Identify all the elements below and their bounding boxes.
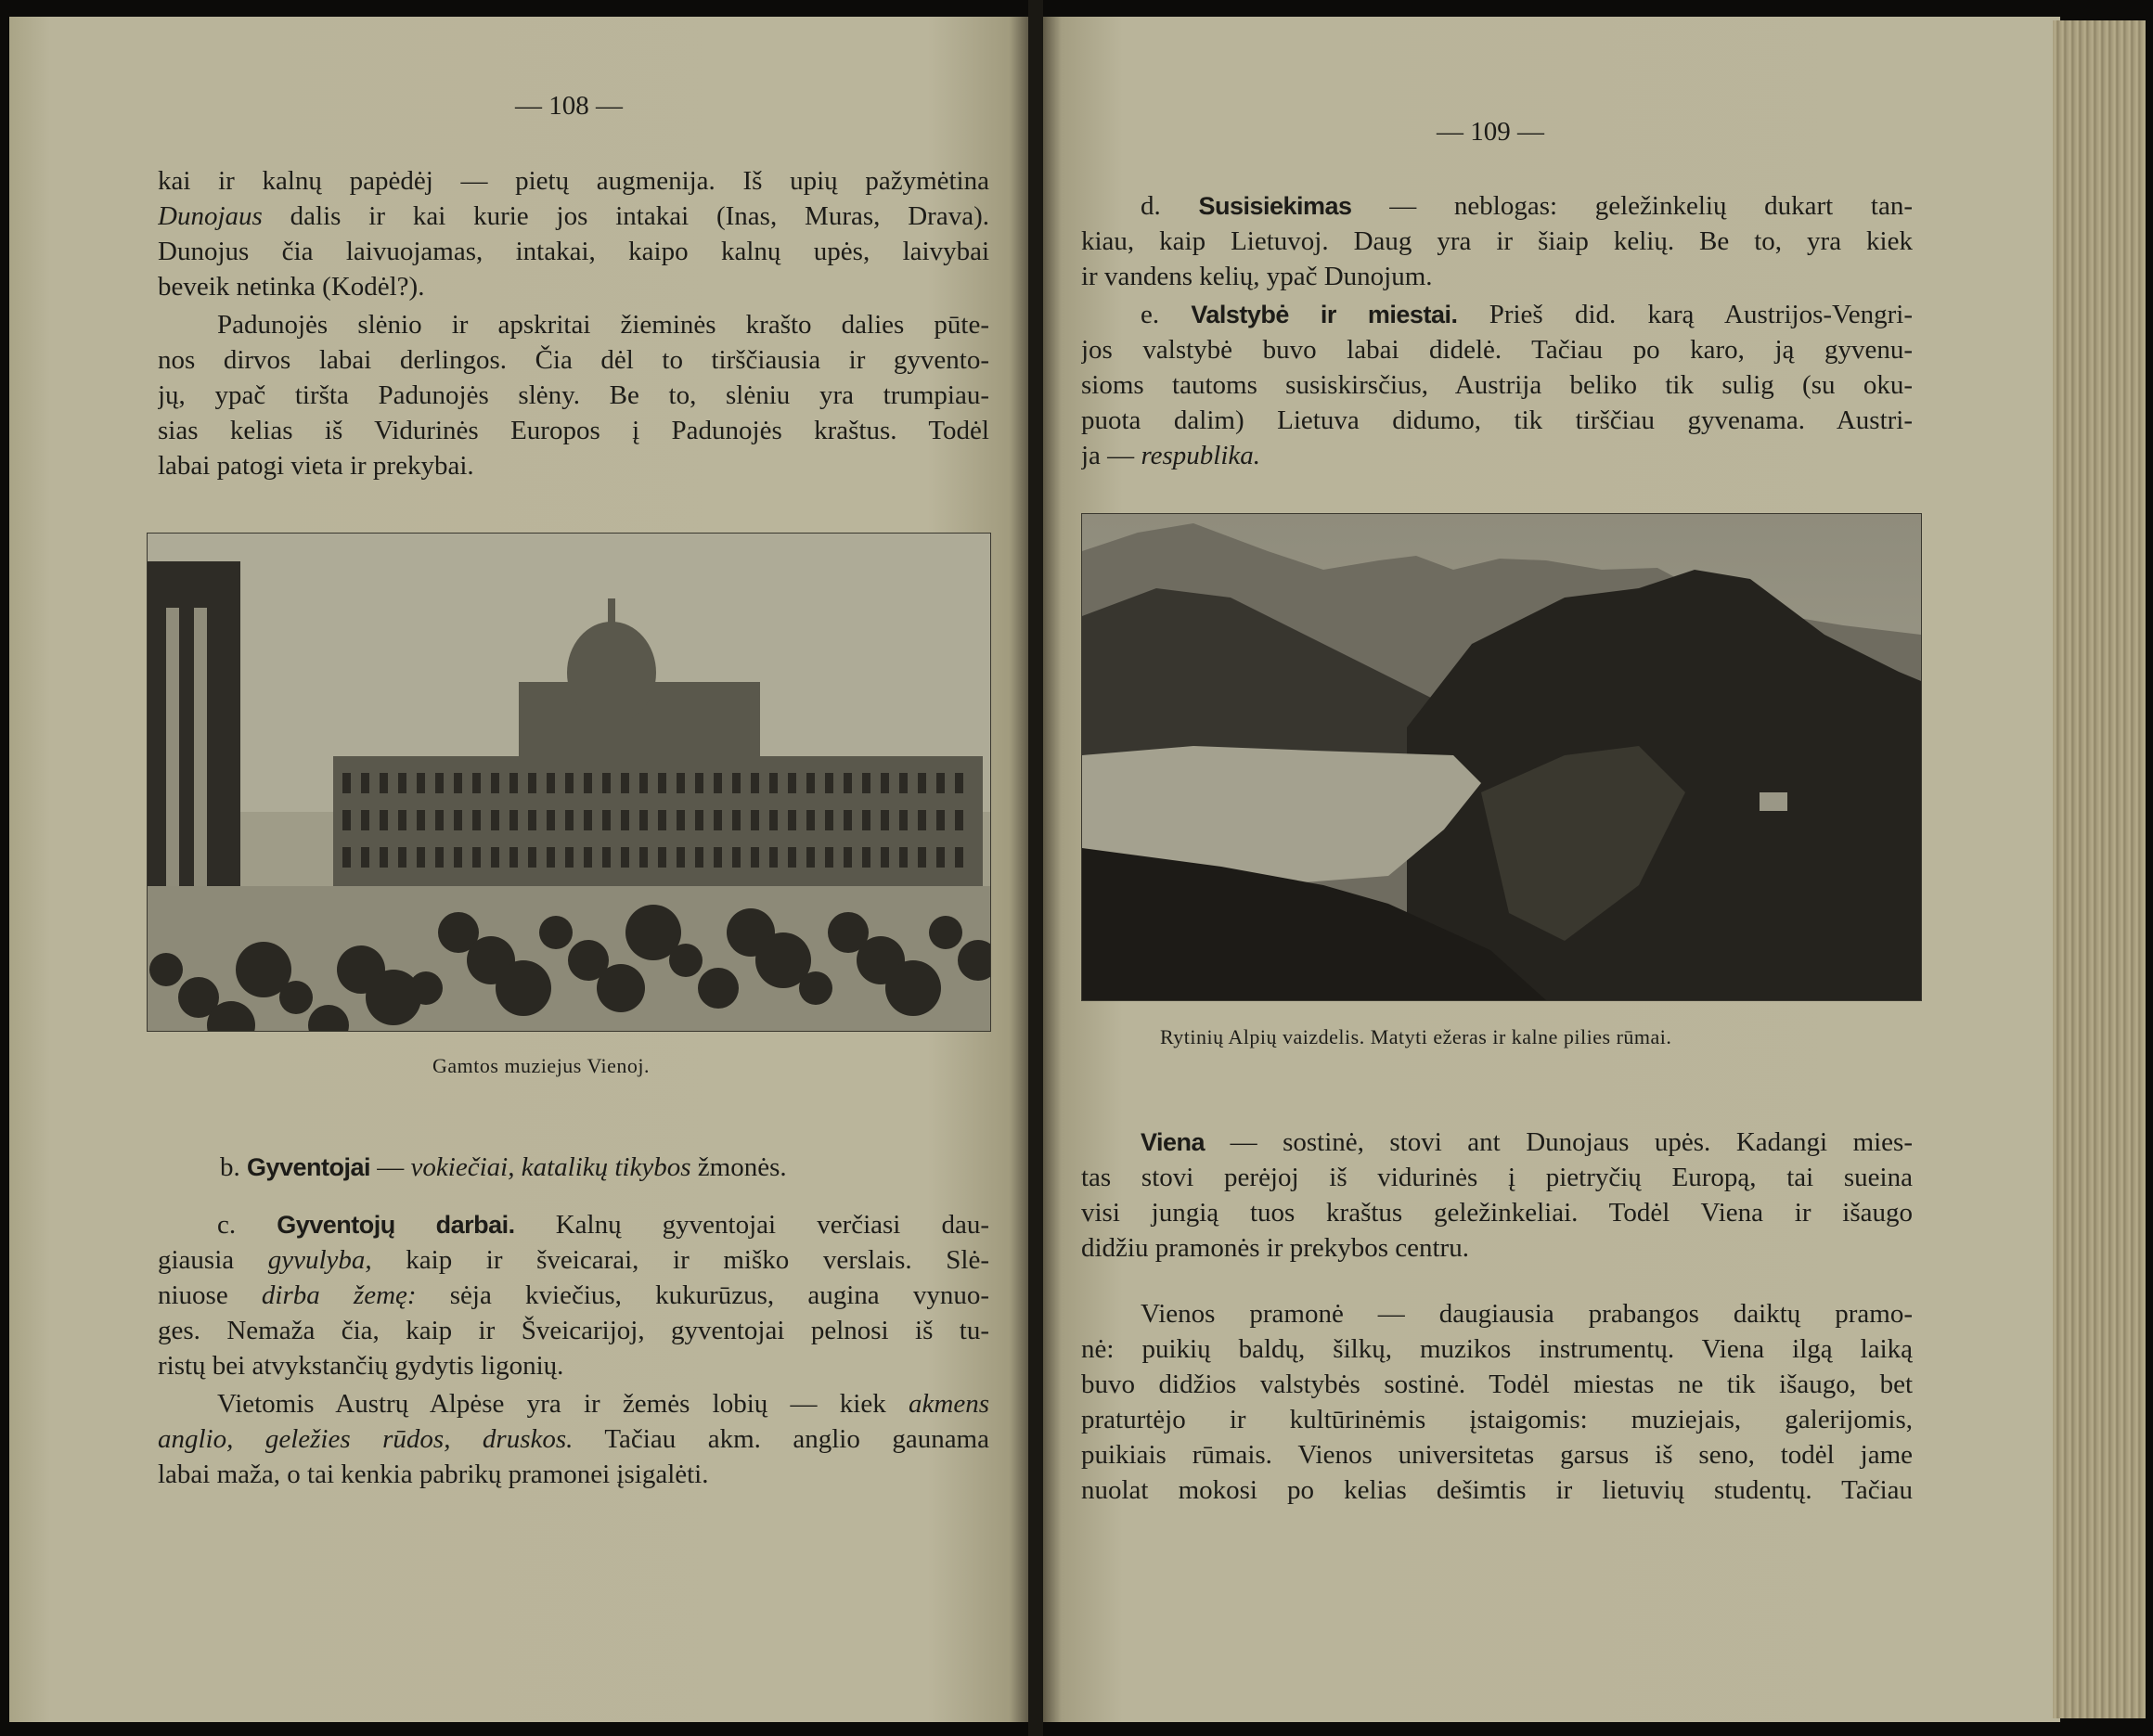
window-mark — [621, 810, 629, 830]
text-run: jų, ypač tiršta Padunojės slėny. Be to, slėniu yra trumpiau- — [158, 380, 989, 410]
tree-mark — [496, 960, 551, 1016]
window-mark — [342, 773, 351, 793]
tree-mark — [597, 964, 645, 1012]
bold-heading-run: Susisiekimas — [1198, 192, 1352, 220]
text-run: beveik netinka (Kodėl?). — [158, 272, 425, 302]
window-mark — [417, 773, 425, 793]
text-run: niuose — [158, 1280, 262, 1310]
text-run: labai maža, o tai kenkia pabrikų pramonei įsigalėti. — [158, 1460, 709, 1489]
window-mark — [361, 773, 369, 793]
italic-run: anglio, geležies rūdos, druskos. — [158, 1424, 574, 1454]
text-run: jos valstybė buvo labai didelė. Tačiau po karo, ją gyvenu- — [1081, 335, 1913, 365]
window-mark — [862, 773, 870, 793]
tree-mark — [149, 953, 183, 986]
text-line — [158, 234, 989, 269]
window-mark — [398, 773, 406, 793]
window-mark — [677, 773, 685, 793]
text-line — [1081, 1437, 1913, 1472]
text-line — [158, 163, 989, 199]
text-line — [1081, 259, 1913, 294]
section-c-paragraph — [158, 1207, 989, 1383]
window-mark — [806, 847, 815, 868]
window-mark — [491, 810, 499, 830]
text-line — [158, 1207, 989, 1242]
tree-mark — [799, 971, 832, 1005]
window-mark — [509, 810, 518, 830]
window-mark — [472, 810, 481, 830]
text-line — [158, 1242, 989, 1278]
text-run: Vienos pramonė — daugiausia prabangos daiktų pramo- — [1141, 1299, 1913, 1329]
text-run: — — [370, 1152, 411, 1182]
text-run: Dunojus čia laivuojamas, intakai, kaipo kalnų upės, laivybai — [158, 237, 989, 266]
text-line — [1081, 1296, 1913, 1331]
window-mark — [769, 810, 778, 830]
text-run: Prieš did. karą Austrijos-Vengri- — [1457, 300, 1913, 329]
text-run: nos dirvos labai derlingos. Čia dėl to tirščiausia ir gyvento- — [158, 345, 989, 375]
window-mark — [621, 773, 629, 793]
window-mark — [342, 847, 351, 868]
window-mark — [881, 847, 889, 868]
window-mark — [472, 773, 481, 793]
page-number-109: — 109 — — [1437, 117, 1544, 147]
text-run: e. — [1141, 300, 1192, 329]
text-run: tas stovi perėjoj iš vidurinės į pietryčių Europą, tai sueina — [1081, 1163, 1913, 1192]
italic-run: dirba žemę: — [261, 1280, 417, 1310]
window-mark — [788, 810, 796, 830]
window-mark — [491, 847, 499, 868]
window-mark — [454, 810, 462, 830]
window-mark — [695, 847, 703, 868]
window-mark — [695, 810, 703, 830]
text-line — [1081, 403, 1913, 438]
text-line — [158, 413, 989, 448]
window-mark — [881, 810, 889, 830]
window-mark — [899, 847, 908, 868]
window-mark — [435, 847, 444, 868]
text-line — [1081, 332, 1913, 367]
text-run: Kalnų gyventojai verčiasi dau- — [514, 1210, 989, 1240]
window-mark — [509, 847, 518, 868]
window-mark — [825, 810, 833, 830]
window-mark — [584, 810, 592, 830]
text-run: kiau, kaip Lietuvoj. Daug yra ir šiaip kelių. Be to, yra kiek — [1081, 226, 1913, 256]
text-line — [1081, 1160, 1913, 1195]
text-run: kaip ir šveicarai, ir miško verslais. Slė- — [371, 1245, 989, 1275]
text-line — [158, 1386, 989, 1421]
window-mark — [732, 810, 741, 830]
text-line — [158, 378, 989, 413]
text-run: sėja kviečius, kukurūzus, augina vynuo- — [416, 1280, 989, 1310]
window-mark — [751, 773, 759, 793]
text-run: nuolat mokosi po kelias dešimtis ir lietuvių studentų. Tačiau — [1081, 1475, 1913, 1505]
window-mark — [417, 810, 425, 830]
window-mark — [398, 847, 406, 868]
window-mark — [528, 773, 536, 793]
window-mark — [899, 773, 908, 793]
text-run: b. — [220, 1152, 247, 1182]
text-line — [158, 342, 989, 378]
paragraph — [158, 307, 989, 483]
window-mark — [417, 847, 425, 868]
window-mark — [565, 810, 574, 830]
window-mark — [862, 847, 870, 868]
text-run: Vietomis Austrų Alpėse yra ir žemės lobių — kiek — [217, 1389, 909, 1419]
window-mark — [528, 847, 536, 868]
window-mark — [918, 773, 926, 793]
window-mark — [825, 847, 833, 868]
window-mark — [491, 773, 499, 793]
text-run: didžiu pramonės ir prekybos centru. — [1081, 1233, 1469, 1263]
text-run: ir vandens kelių, ypač Dunojum. — [1081, 262, 1433, 291]
window-mark — [714, 773, 722, 793]
text-run: puota dalim) Lietuva didumo, tik tirščiau gyvenama. Austri- — [1081, 405, 1913, 435]
text-line — [1081, 297, 1913, 332]
tree-mark — [409, 971, 443, 1005]
text-run: — neblogas: geležinkelių dukart tan- — [1351, 191, 1913, 221]
window-mark — [658, 810, 666, 830]
italic-run: akmens — [909, 1389, 989, 1419]
text-run: sias kelias iš Vidurinės Europos į Padunojės kraštus. Todėl — [158, 416, 989, 445]
window-mark — [380, 773, 388, 793]
bold-heading-run: Valstybė ir miestai. — [1191, 301, 1458, 328]
italic-run: gyvulyba, — [267, 1245, 372, 1275]
window-mark — [955, 773, 963, 793]
window-mark — [936, 773, 945, 793]
museum-engraving-image — [147, 533, 991, 1032]
text-run: žmonės. — [690, 1152, 787, 1182]
text-line — [1081, 438, 1913, 473]
window-mark — [547, 773, 555, 793]
text-run: dalis ir kai kurie jos intakai (Inas, Muras, Drava). — [262, 201, 989, 231]
window-mark — [435, 773, 444, 793]
tree-mark — [885, 960, 941, 1016]
tree-mark — [539, 916, 573, 949]
window-mark — [342, 810, 351, 830]
window-mark — [454, 847, 462, 868]
text-line — [158, 307, 989, 342]
window-mark — [769, 773, 778, 793]
window-mark — [639, 773, 648, 793]
tree-mark — [929, 916, 962, 949]
window-mark — [825, 773, 833, 793]
window-mark — [732, 773, 741, 793]
window-mark — [547, 847, 555, 868]
text-run: labai patogi vieta ir prekybai. — [158, 451, 474, 481]
text-line — [158, 1421, 989, 1457]
tree-mark — [669, 944, 703, 977]
text-run: kai ir kalnų papėdėj — pietų augmenija. Iš upių pažymėtina — [158, 166, 989, 196]
italic-run: Dunojaus — [158, 201, 263, 231]
text-run: Tačiau akm. anglio gaunama — [573, 1424, 989, 1454]
paragraph — [158, 1386, 989, 1492]
window-mark — [955, 810, 963, 830]
window-mark — [380, 810, 388, 830]
window-mark — [547, 810, 555, 830]
text-line — [158, 269, 989, 304]
text-line — [1081, 188, 1913, 224]
text-line — [220, 1150, 981, 1185]
window-mark — [751, 810, 759, 830]
text-line — [158, 1457, 989, 1492]
window-mark — [472, 847, 481, 868]
text-run: ristų bei atvykstančių gydytis ligonių. — [158, 1351, 564, 1381]
figure-caption: Rytinių Alpių vaizdelis. Matyti ežeras ir kalne pilies rūmai. — [1160, 1025, 1672, 1048]
window-mark — [435, 810, 444, 830]
window-mark — [751, 847, 759, 868]
window-mark — [639, 810, 648, 830]
window-mark — [509, 773, 518, 793]
text-line — [1081, 1125, 1913, 1160]
window-mark — [844, 773, 852, 793]
text-line — [158, 1313, 989, 1348]
window-mark — [844, 847, 852, 868]
alps-landscape-image — [1081, 513, 1922, 1001]
page-edges — [2053, 20, 2146, 1718]
window-mark — [844, 810, 852, 830]
viena-paragraph — [1081, 1125, 1913, 1266]
window-mark — [584, 773, 592, 793]
window-mark — [565, 773, 574, 793]
window-mark — [806, 810, 815, 830]
window-mark — [602, 847, 611, 868]
text-run: — sostinė, stovi ant Dunojaus upės. Kadangi mies- — [1205, 1127, 1913, 1157]
text-line — [1081, 1367, 1913, 1402]
bold-heading-run: Gyventojai — [247, 1153, 371, 1181]
page-number-108: — 108 — — [515, 91, 623, 121]
window-mark — [677, 810, 685, 830]
window-mark — [398, 810, 406, 830]
text-run: puikiais rūmais. Vienos universitetas garsus iš seno, todėl jame — [1081, 1440, 1913, 1470]
window-mark — [714, 847, 722, 868]
text-line — [1081, 224, 1913, 259]
text-run: praturtėjo ir kultūrinėmis įstaigomis: muziejais, galerijomis, — [1081, 1405, 1913, 1434]
text-run: visi jungią tuos kraštus geležinkeliai. Todėl Viena ir išaugo — [1081, 1198, 1913, 1228]
window-mark — [677, 847, 685, 868]
text-run: ja — — [1081, 441, 1141, 470]
industry-paragraph — [1081, 1296, 1913, 1508]
window-mark — [788, 773, 796, 793]
window-mark — [658, 773, 666, 793]
text-line — [158, 1278, 989, 1313]
window-mark — [602, 810, 611, 830]
section-b-heading — [220, 1150, 981, 1185]
window-mark — [899, 810, 908, 830]
window-mark — [788, 847, 796, 868]
window-mark — [769, 847, 778, 868]
window-mark — [380, 847, 388, 868]
text-run: Padunojės slėnio ir apskritai žieminės krašto dalies pūte- — [217, 310, 989, 340]
text-line — [1081, 367, 1913, 403]
window-mark — [602, 773, 611, 793]
bold-heading-run: Viena — [1141, 1128, 1205, 1156]
window-mark — [361, 810, 369, 830]
window-mark — [621, 847, 629, 868]
window-mark — [639, 847, 648, 868]
window-mark — [881, 773, 889, 793]
bold-heading-run: Gyventojų darbai. — [277, 1211, 515, 1239]
text-run: giausia — [158, 1245, 268, 1275]
window-mark — [862, 810, 870, 830]
window-mark — [936, 810, 945, 830]
italic-run: respublika. — [1141, 441, 1261, 470]
text-line — [1081, 1230, 1913, 1266]
book-spine — [1028, 0, 1043, 1736]
text-line — [158, 199, 989, 234]
tree-mark — [698, 968, 739, 1009]
text-line — [1081, 1472, 1913, 1508]
paragraph — [158, 163, 989, 304]
window-mark — [936, 847, 945, 868]
text-line — [158, 1348, 989, 1383]
window-mark — [918, 810, 926, 830]
text-line — [158, 448, 989, 483]
text-run: nė: puikių baldų, šilkų, muzikos instrumentų. Viena ilgą laiką — [1081, 1334, 1913, 1364]
text-line — [1081, 1195, 1913, 1230]
text-run: d. — [1141, 191, 1199, 221]
window-mark — [454, 773, 462, 793]
text-run: buvo didžios valstybės sostinė. Todėl miestas ne tik išaugo, bet — [1081, 1370, 1913, 1399]
window-mark — [732, 847, 741, 868]
text-line — [1081, 1331, 1913, 1367]
window-mark — [584, 847, 592, 868]
section-d-paragraph — [1081, 188, 1913, 294]
window-mark — [695, 773, 703, 793]
text-line — [1081, 1402, 1913, 1437]
window-mark — [806, 773, 815, 793]
text-run: ges. Nemaža čia, kaip ir Šveicarijoj, gyventojai pelnosi iš tu- — [158, 1316, 989, 1345]
tree-mark — [279, 981, 313, 1014]
section-e-paragraph — [1081, 297, 1913, 473]
window-mark — [528, 810, 536, 830]
window-mark — [955, 847, 963, 868]
window-mark — [918, 847, 926, 868]
window-mark — [714, 810, 722, 830]
window-mark — [658, 847, 666, 868]
italic-run: vokiečiai, katalikų tikybos — [410, 1152, 691, 1182]
window-mark — [361, 847, 369, 868]
figure-caption: Gamtos muziejus Vienoj. — [432, 1054, 651, 1077]
window-mark — [565, 847, 574, 868]
text-run: sioms tautoms susiskirsčius, Austrija beliko tik sulig (su oku- — [1081, 370, 1913, 400]
text-run: c. — [217, 1210, 277, 1240]
